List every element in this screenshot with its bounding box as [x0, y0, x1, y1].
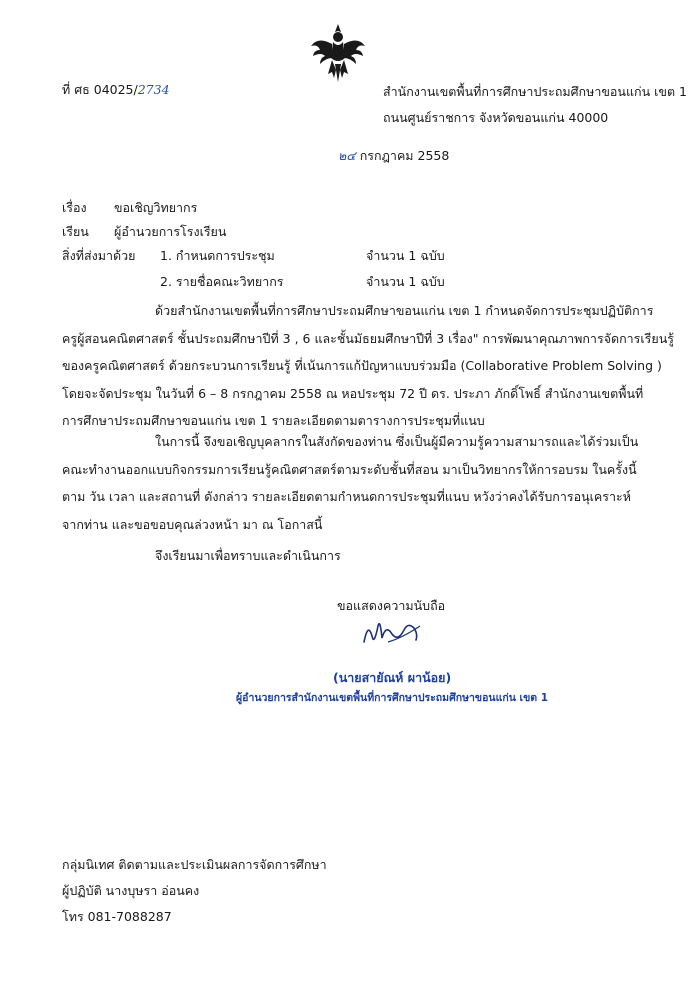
closing-request: จึงเรียนมาเพื่อทราบและดำเนินการ — [155, 548, 341, 563]
recipient-value: ผู้อำนวยการโรงเรียน — [114, 224, 227, 239]
regards: ขอแสดงความนับถือ — [337, 598, 446, 613]
contact-unit: กลุ่มนิเทศ ติดตามและประเมินผลการจัดการศึกษา — [62, 857, 327, 872]
paragraph-line: โดยจะจัดประชุม ในวันที่ 6 – 8 กรกฎาคม 2558 ณ หอประชุม 72 ปี ดร. ประภา ภักดิ์โพธิ์ สำนักงานเขตพื้นที่ — [62, 385, 644, 401]
signatory-name: (นายสายัณห์ ผาน้อย) — [333, 670, 452, 685]
paragraph-line: ครูผู้สอนคณิตศาสตร์ ชั้นประถมศึกษาปีที่ 3 , 6 และชั้นมัธยมศึกษาปีที่ 3 เรื่อง" การพัฒนาคุณภาพการจัดการเรียนรู้ — [62, 330, 674, 346]
contact-officer: ผู้ปฏิบัติ นางบุษรา อ่อนคง — [62, 883, 200, 898]
body-paragraph-2 — [62, 428, 682, 538]
enclosure-item: 2. รายชื่อคณะวิทยากร — [160, 274, 284, 289]
document-number — [62, 80, 170, 100]
paragraph-line: ด้วยสำนักงานเขตพื้นที่การศึกษาประถมศึกษาขอนแก่น เขต 1 กำหนดจัดการประชุมปฏิบัติการ — [155, 303, 654, 318]
paragraph-line: ของครูคณิตศาสตร์ ด้วยกระบวนการเรียนรู้ ที่เน้นการแก้ปัญหาแบบร่วมมือ (Collaborative Problem Solving ) — [62, 358, 662, 374]
document-date — [338, 146, 449, 166]
body-paragraph-1 — [62, 297, 682, 435]
enclosures-label: สิ่งที่ส่งมาด้วย — [62, 248, 136, 263]
subject-value: ขอเชิญวิทยากร — [114, 200, 198, 215]
date-month-year: กรกฎาคม 2558 — [359, 148, 450, 163]
paragraph-line: จากท่าน และขอขอบคุณล่วงหน้า มา ณ โอกาสนี้ — [62, 516, 323, 532]
signatory-position: ผู้อำนวยการสำนักงานเขตพื้นที่การศึกษาประถมศึกษาขอนแก่น เขต 1 — [236, 692, 549, 704]
office-name: สำนักงานเขตพื้นที่การศึกษาประถมศึกษาขอนแก่น เขต 1 — [383, 84, 687, 99]
office-address: ถนนศูนย์ราชการ จังหวัดขอนแก่น 40000 — [383, 110, 609, 125]
paragraph-line: การศึกษาประถมศึกษาขอนแก่น เขต 1 รายละเอียดตามตารางการประชุมที่แนบ — [62, 413, 485, 429]
paragraph-line: คณะทำงานออกแบบกิจกรรมการเรียนรู้คณิตศาสตร์ตามระดับชั้นที่สอน มาเป็นวิทยากรให้การอบรม ในครั้งนี้ — [62, 461, 637, 477]
garuda-emblem-icon — [308, 22, 368, 84]
enclosure-quantity: จำนวน 1 ฉบับ — [366, 274, 445, 289]
paragraph-line: ในการนี้ จึงขอเชิญบุคลากรในสังกัดของท่าน ซึ่งเป็นผู้มีความรู้ความสามารถและได้ร่วมเป็น — [155, 434, 639, 449]
enclosure-item: 1. กำหนดการประชุม — [160, 248, 275, 263]
paragraph-line: ตาม วัน เวลา และสถานที่ ดังกล่าว รายละเอียดตามกำหนดการประชุมที่แนบ หวังว่าคงได้รับการอนุเคราะห์ — [62, 489, 631, 505]
date-day-handwritten: ๒๔ — [338, 148, 356, 163]
enclosure-quantity: จำนวน 1 ฉบับ — [366, 248, 445, 263]
subject-label: เรื่อง — [62, 200, 87, 215]
document-number-label: ที่ ศธ 04025/ — [62, 82, 138, 97]
contact-phone: โทร 081-7088287 — [62, 909, 172, 924]
document-number-handwritten: 2734 — [137, 82, 170, 97]
recipient-label: เรียน — [62, 224, 89, 239]
handwritten-signature — [358, 612, 438, 654]
